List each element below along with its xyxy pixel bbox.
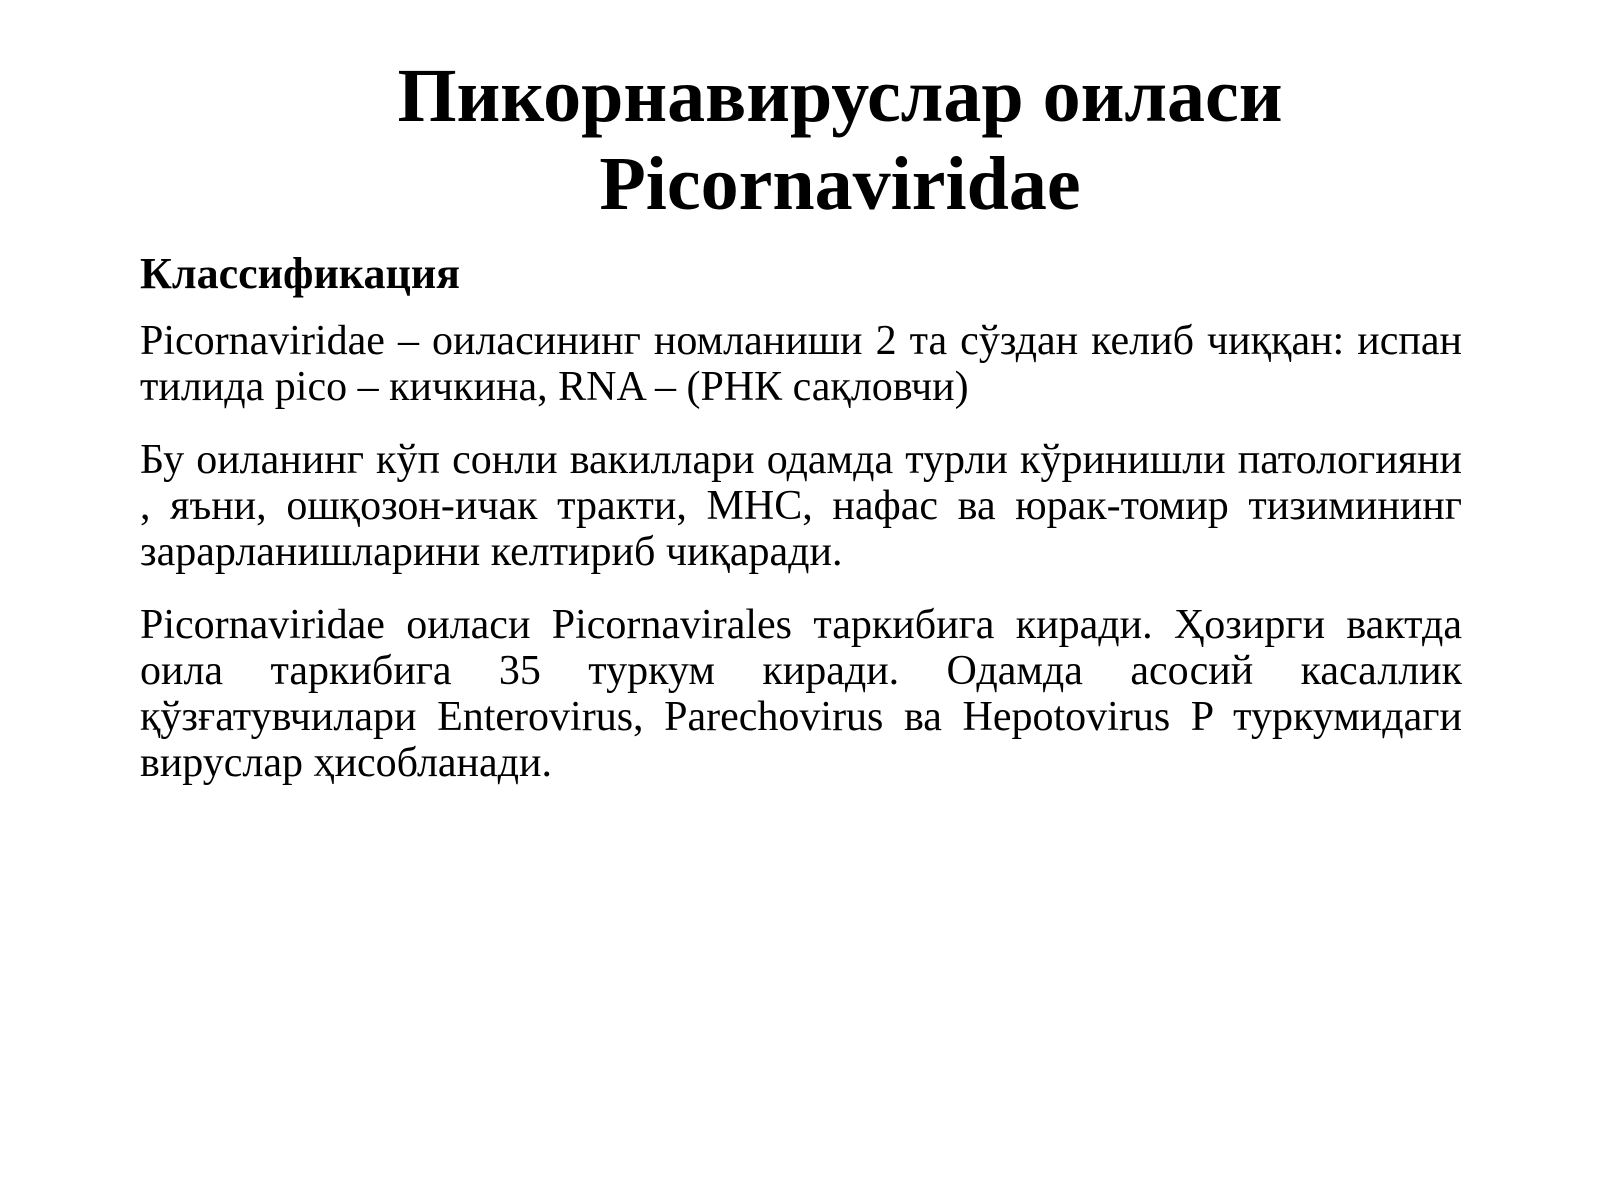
- paragraph-pathology: Бу оиланинг кўп сонли вакиллари одамда турли кўринишли патологияни , яъни, ошқозон-ичак тракти, МНС, нафас ва юрак-томир тизимининг зарарланишларини келтириб чиқаради.: [140, 437, 1462, 575]
- slide-body: [140, 248, 1462, 813]
- paragraph-naming: Picornaviridae – оиласининг номланиши 2 та сўздан келиб чиққан: испан тилида pico – кичкина, RNA – (РНК сақловчи): [140, 318, 1462, 410]
- slide-title: [190, 52, 1490, 228]
- slide-title-line-2: Picornaviridae: [599, 142, 1081, 226]
- paragraph-genera: Picornaviridae оиласи Picornavirales таркибига киради. Ҳозирги вактда оила таркибига 35 туркум киради. Одамда асосий касаллик қўзғатувчилари Enterovirus, Parechovirus ва Hepotovirus P туркумидаги вируслар ҳисобланади.: [140, 602, 1462, 786]
- section-heading: Классификация: [140, 249, 460, 298]
- slide-title-line-1: Пикорнавируслар оиласи: [397, 54, 1283, 138]
